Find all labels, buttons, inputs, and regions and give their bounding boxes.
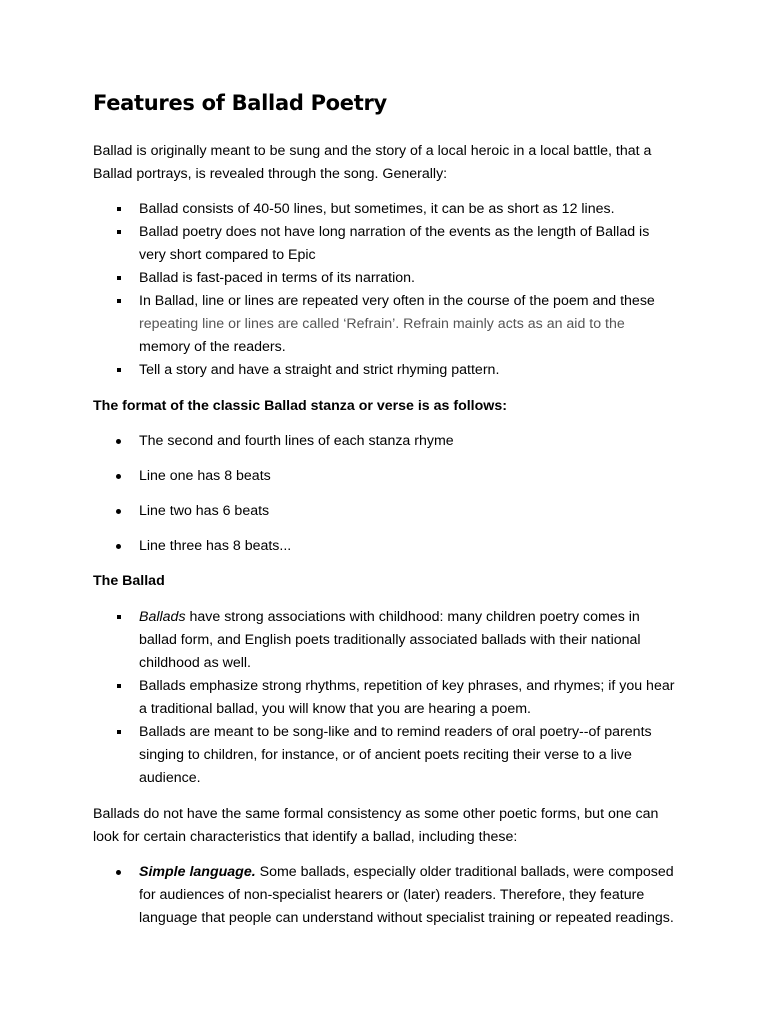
characteristics-list xyxy=(0,861,700,942)
list-item: Tell a story and have a straight and strict rhyming pattern. xyxy=(0,359,679,382)
square-bullet-icon xyxy=(117,207,121,211)
list-item: The second and fourth lines of each stanza rhyme xyxy=(0,430,679,453)
ballad-list xyxy=(0,606,700,790)
format-list xyxy=(0,430,700,570)
square-bullet-icon xyxy=(117,730,121,734)
round-bullet-icon xyxy=(116,544,121,549)
round-bullet-icon xyxy=(116,439,121,444)
round-bullet-icon xyxy=(116,509,121,514)
list-item: Ballads emphasize strong rhythms, repetition of key phrases, and rhymes; if you hear a traditional ballad, you will know that you are hearing a poem. xyxy=(0,675,679,721)
intro-paragraph: Ballad is originally meant to be sung and the story of a local heroic in a local battle, that a Ballad portrays, is revealed through the song. Generally: xyxy=(93,143,652,182)
ballad-heading: The Ballad xyxy=(93,573,165,589)
square-bullet-icon xyxy=(117,684,121,688)
list-item: Ballad is fast-paced in terms of its narration. xyxy=(0,267,679,290)
square-bullet-icon xyxy=(117,368,121,372)
format-heading: The format of the classic Ballad stanza or verse is as follows: xyxy=(93,398,507,414)
list-item: Ballads are meant to be song-like and to remind readers of oral poetry--of parents singing to children, for instance, or of ancient poets reciting their verse to a live audience. xyxy=(0,721,679,790)
list-item: Ballads have strong associations with childhood: many children poetry comes in ballad form, and English poets traditionally associated ballads with their national childhood as well. xyxy=(0,606,679,675)
list-item: Line two has 6 beats xyxy=(0,500,679,523)
round-bullet-icon xyxy=(116,474,121,479)
list-item: Line one has 8 beats xyxy=(0,465,679,488)
list-item: In Ballad, line or lines are repeated very often in the course of the poem and these repeating line or lines are called ‘Refrain’. Refrain mainly acts as an aid to the memory of the readers. xyxy=(0,290,679,359)
square-bullet-icon xyxy=(117,299,121,303)
square-bullet-icon xyxy=(117,615,121,619)
round-bullet-icon xyxy=(116,870,121,875)
list-item: Ballad consists of 40-50 lines, but sometimes, it can be as short as 12 lines. xyxy=(0,198,679,221)
list-item: Ballad poetry does not have long narration of the events as the length of Ballad is very short compared to Epic xyxy=(0,221,679,267)
list-item: Line three has 8 beats... xyxy=(0,535,679,558)
list-item: Simple language. Some ballads, especially older traditional ballads, were composed for audiences of non-specialist hearers or (later) readers. Therefore, they feature language that people can understand without specialist training or repeated readings. xyxy=(0,861,679,930)
square-bullet-icon xyxy=(117,276,121,280)
document-title: Features of Ballad Poetry xyxy=(93,91,387,115)
consistency-paragraph: Ballads do not have the same formal consistency as some other poetic forms, but one can look for certain characteristics that identify a ballad, including these: xyxy=(93,806,659,845)
square-bullet-icon xyxy=(117,230,121,234)
features-list xyxy=(0,198,700,382)
